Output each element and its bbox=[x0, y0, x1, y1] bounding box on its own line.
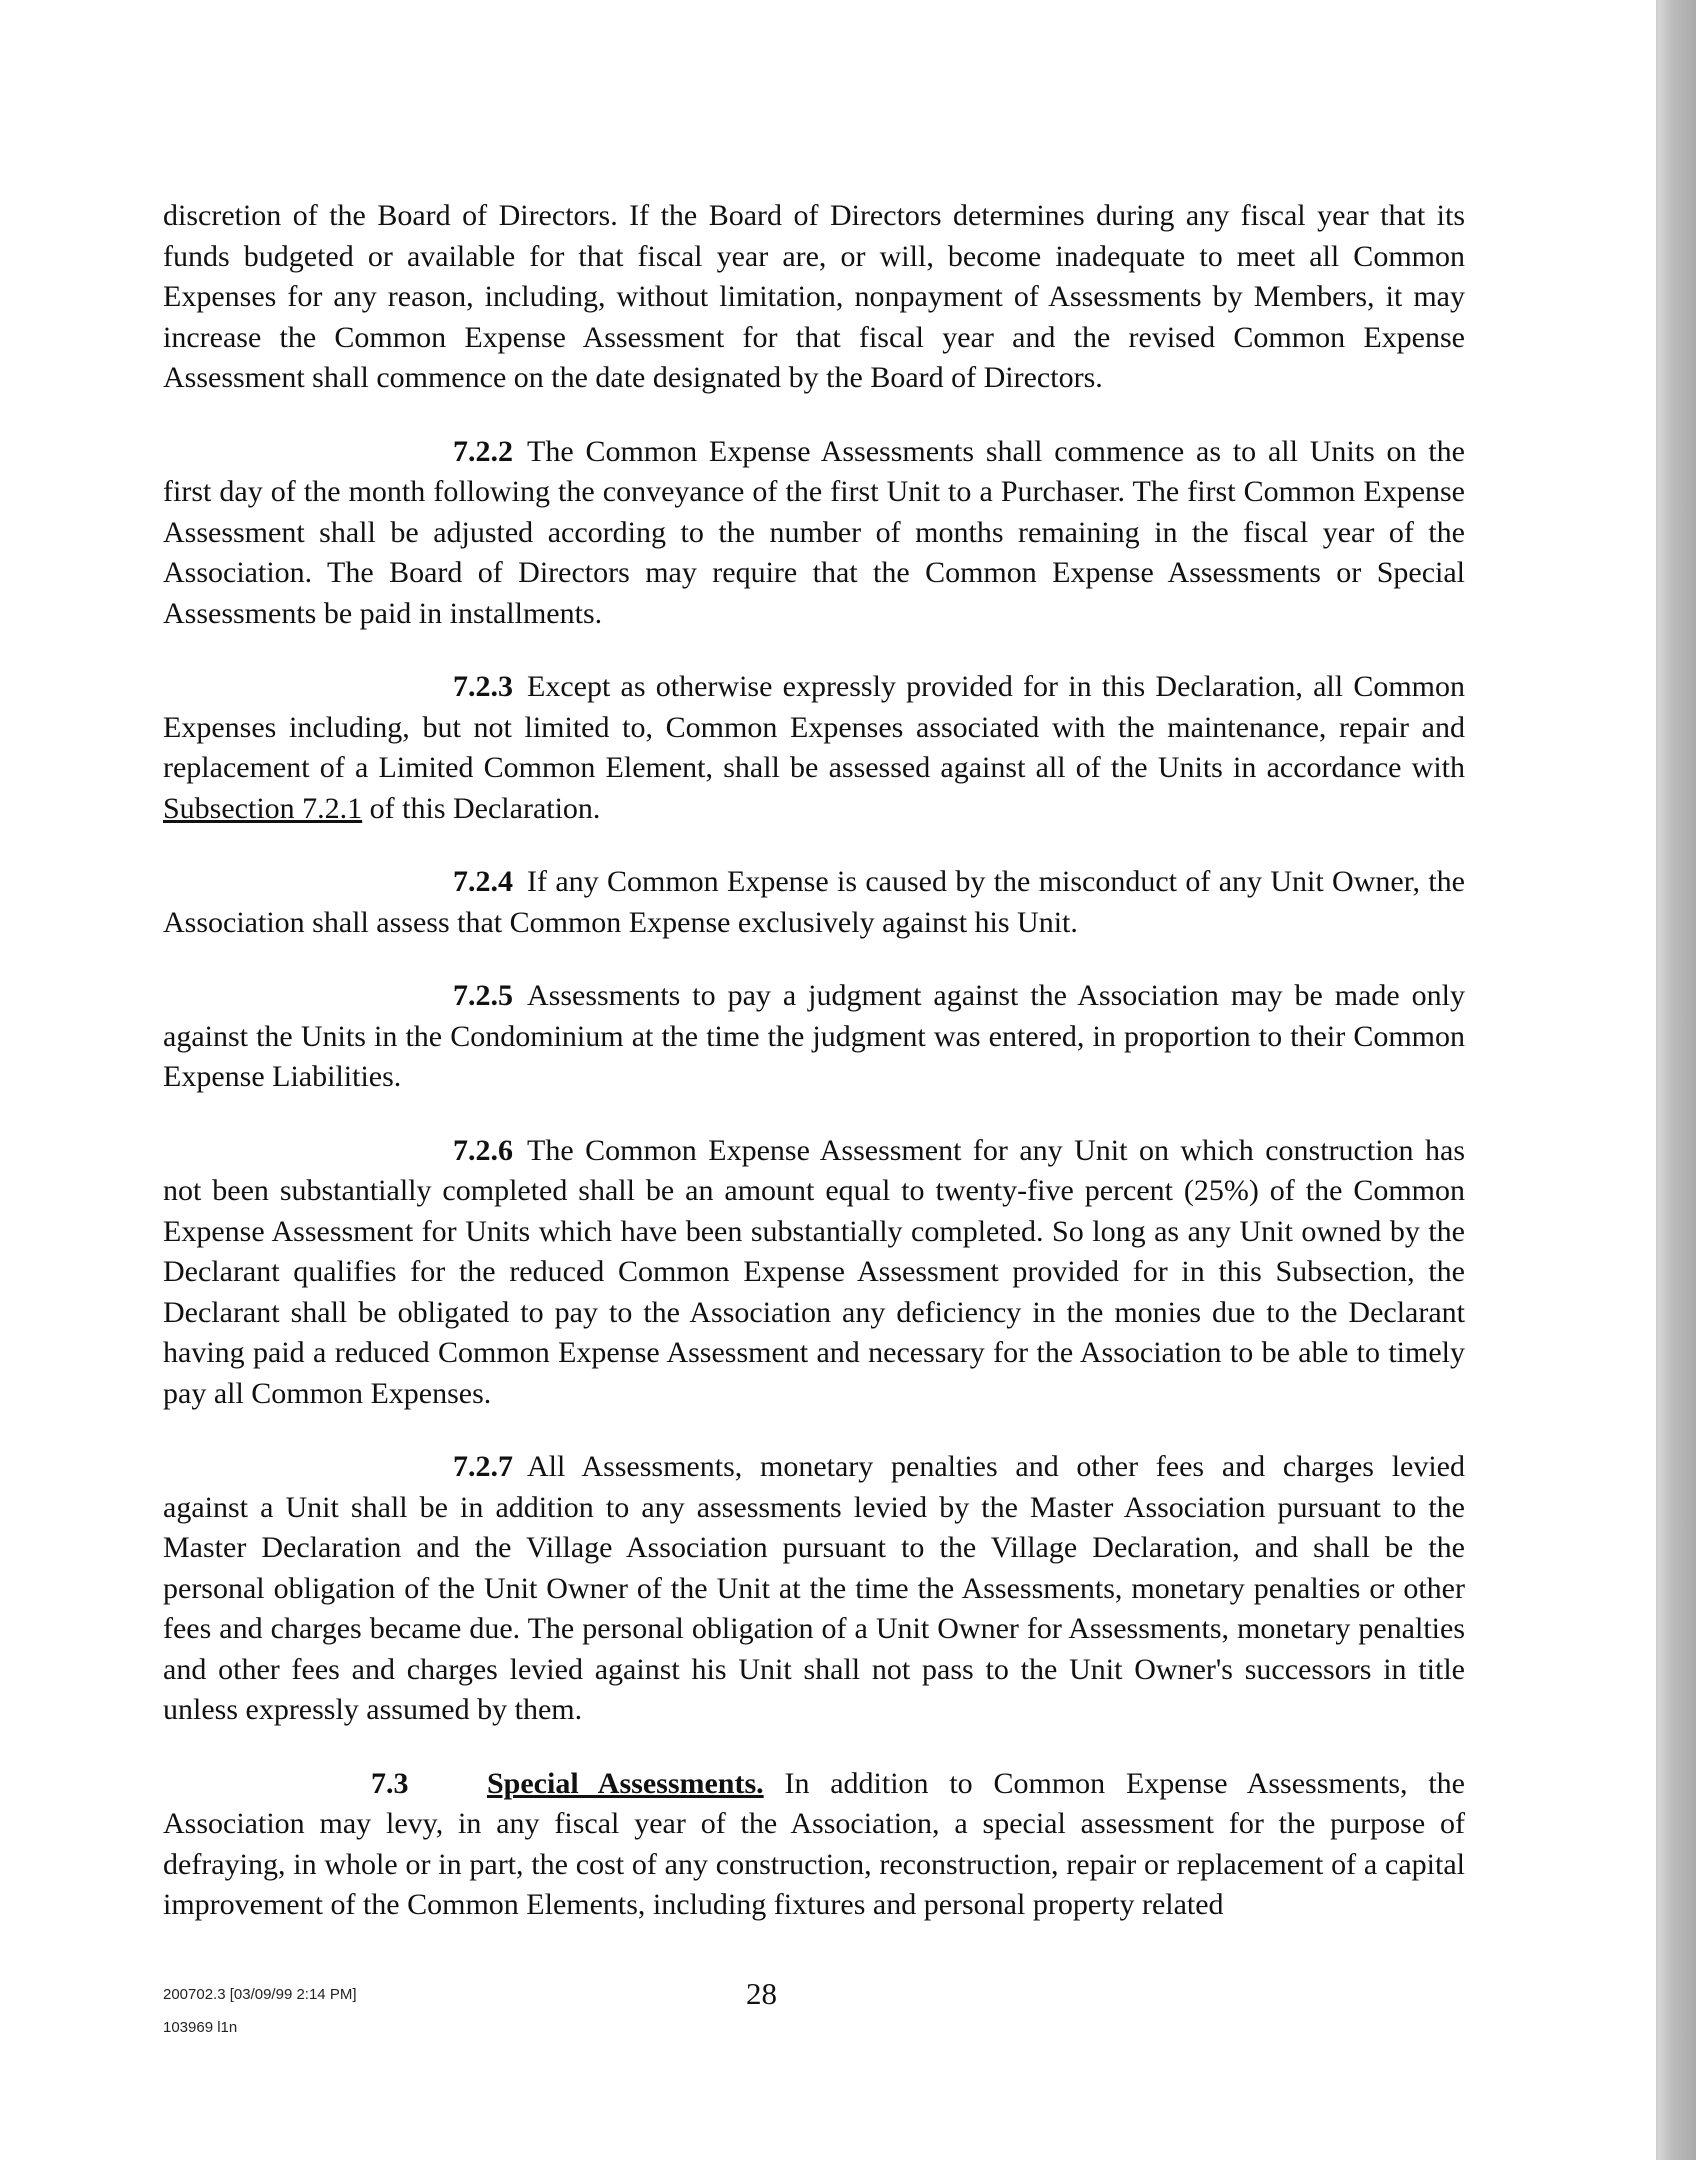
document-reference-line-1: 200702.3 [03/09/99 2:14 PM] bbox=[163, 1986, 357, 2003]
document-reference-line-2: 103969 l1n bbox=[163, 2019, 238, 2036]
section-number: 7.2.5 bbox=[453, 979, 513, 1012]
section-7-2-3 bbox=[163, 667, 1465, 829]
paragraph-continuation: discretion of the Board of Directors. If the Board of Directors determines during any fiscal year that its funds budgeted or available for that fiscal year are, or will, become inadequate to meet all Common Expenses for any reason, including, without limitation, nonpayment of Assessments by Members, it may increase the Common Expense Assessment for that fiscal year and the revised Common Expense Assessment shall commence on the date designated by the Board of Directors. bbox=[163, 199, 1465, 394]
document-reference bbox=[163, 1978, 356, 2044]
section-number: 7.3 bbox=[371, 1766, 409, 1800]
section-7-2-5 bbox=[163, 976, 1465, 1098]
section-text: The Common Expense Assessment for any Unit on which construction has not been substantially completed shall be an amount equal to twenty-five percent (25%) of the Common Expense Assessment for Units which have been substantially completed. So long as any Unit owned by the Declarant qualifies for the reduced Common Expense Assessment provided for in this Subsection, the Declarant shall be obligated to pay to the Association any deficiency in the monies due to the Declarant having paid a reduced Common Expense Assessment and necessary for the Association to be able to timely pay all Common Expenses. bbox=[163, 1133, 1465, 1410]
section-text: Assessments to pay a judgment against the Association may be made only against the Units in the Condominium at the time the judgment was entered, in proportion to their Common Expense Liabilities. bbox=[163, 979, 1465, 1093]
section-7-2-7 bbox=[163, 1447, 1465, 1731]
section-text: All Assessments, monetary penalties and other fees and charges levied against a Unit shall be in addition to any assessments levied by the Master Association pursuant to the Master Declaration and the Village Association pursuant to the Village Declaration, and shall be the personal obligation of the Unit Owner of the Unit at the time the Assessments, monetary penalties or other fees and charges became due. The personal obligation of a Unit Owner for Assessments, monetary penalties and other fees and charges levied against his Unit shall not pass to the Unit Owner's successors in title unless expressly assumed by them. bbox=[163, 1450, 1465, 1726]
scan-edge-shadow bbox=[1658, 0, 1696, 2160]
section-heading: Special Assessments. bbox=[487, 1766, 764, 1800]
subsection-reference: Subsection 7.2.1 bbox=[163, 791, 363, 825]
section-number: 7.2.4 bbox=[453, 865, 513, 898]
document-body bbox=[163, 196, 1465, 1959]
page-number: 28 bbox=[746, 1976, 777, 2011]
section-text: In addition to Common Expense Assessments, the Association may levy, in any fiscal year of the Association, a special assessment for the purpose of defraying, in whole or in part, the cost of any construction, reconstruction, repair or replacement of a capital improvement of the Common Elements, including fixtures and personal property related bbox=[163, 1766, 1466, 1921]
section-text: The Common Expense Assessments shall commence as to all Units on the first day of the month following the conveyance of the first Unit to a Purchaser. The first Common Expense Assessment shall be adjusted according to the number of months remaining in the fiscal year of the Association. The Board of Directors may require that the Common Expense Assessments or Special Assessments be paid in installments. bbox=[163, 434, 1465, 630]
section-7-3 bbox=[163, 1764, 1465, 1926]
section-number: 7.2.7 bbox=[453, 1450, 513, 1483]
section-7-2-4 bbox=[163, 862, 1465, 943]
section-text: If any Common Expense is caused by the misconduct of any Unit Owner, the Association shall assess that Common Expense exclusively against his Unit. bbox=[163, 865, 1465, 939]
section-text: Except as otherwise expressly provided for in this Declaration, all Common Expenses including, but not limited to, Common Expenses associated with the maintenance, repair and replacement of a Limited Common Element, shall be assessed against all of the Units in accordance with bbox=[163, 670, 1465, 784]
section-7-2-2 bbox=[163, 432, 1465, 635]
section-number: 7.2.3 bbox=[453, 670, 513, 703]
section-number: 7.2.2 bbox=[453, 434, 513, 468]
section-number: 7.2.6 bbox=[453, 1133, 513, 1167]
section-7-2-6 bbox=[163, 1131, 1465, 1415]
section-text-tail: of this Declaration. bbox=[362, 791, 601, 825]
